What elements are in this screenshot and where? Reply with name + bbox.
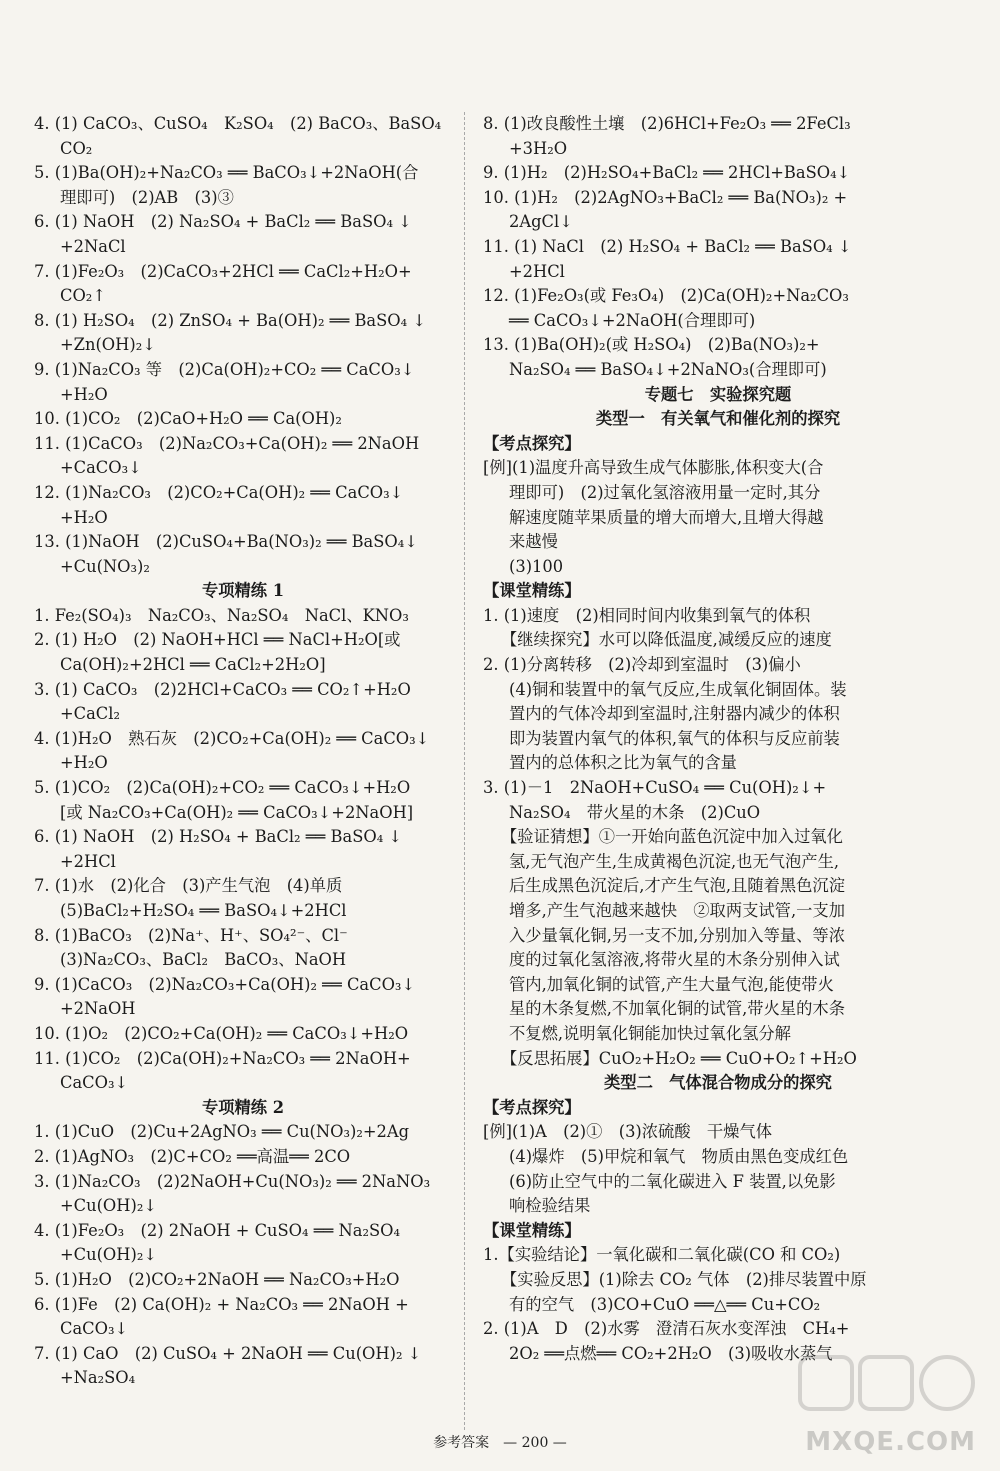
right-answer-line: 增多,产生气泡越来越快 ②取两支试管,一支加 (509, 901, 845, 920)
right-answer-line: 12. (1)Fe₂O₃(或 Fe₃O₄) (2)Ca(OH)₂+Na₂CO₃ (483, 286, 849, 306)
right-answer-line: 不复燃,说明氧化铜能加快过氧化氢分解 (509, 1023, 791, 1043)
left-answer-line: 10. (1)CO₂ (2)CaO+H₂O ══ Ca(OH)₂ (34, 409, 342, 429)
right-answer-line: 2. (1)A D (2)水雾 澄清石灰水变浑浊 CH₄+ (483, 1319, 850, 1339)
right-answer-line: 【课堂精练】 (483, 1220, 581, 1240)
left-answer-line: CaCO₃↓ (60, 1073, 129, 1093)
right-answer-line: ══ CaCO₃↓+2NaOH(合理即可) (509, 310, 756, 330)
right-answer-line: 度的过氧化氢溶液,将带火星的木条分别伸入试 (509, 950, 840, 970)
left-answer-line: 9. (1)Na₂CO₃ 等 (2)Ca(OH)₂+CO₂ ══ CaCO₃↓ (34, 359, 415, 379)
left-answer-line: +H₂O (60, 384, 108, 404)
right-column (483, 112, 953, 1366)
left-answer-line: +Cu(OH)₂↓ (60, 1196, 158, 1216)
left-answer-line: 4. (1)Fe₂O₃ (2) 2NaOH + CuSO₄ ══ Na₂SO₄ (34, 1220, 401, 1240)
right-answer-line: 后生成黑色沉淀后,才产生气泡,且随着黑色沉淀 (509, 876, 845, 896)
right-answer-line: (6)防止空气中的二氧化碳进入 F 装置,以免影 (509, 1171, 836, 1191)
left-answer-line: [或 Na₂CO₃+Ca(OH)₂ ══ CaCO₃↓+2NaOH] (60, 802, 414, 822)
right-answer-line: 入少量氧化铜,另一支不加,分别加入等量、等浓 (509, 925, 845, 945)
right-answer-line: [例](1)温度升高导致生成气体膨胀,体积变大(合 (483, 458, 824, 478)
left-column (34, 112, 452, 1391)
right-answer-line: 置内的气体冷却到室温时,注射器内减少的体积 (509, 704, 840, 724)
right-answer-line: 【反思拓展】CuO₂+H₂O₂ ══ CuO+O₂↑+H₂O (501, 1048, 857, 1068)
left-section-heading: 专项精练 2 (201, 1097, 285, 1117)
left-answer-line: 8. (1)BaCO₃ (2)Na⁺、H⁺、SO₄²⁻、Cl⁻ (34, 925, 348, 945)
right-answer-line: 星的木条复燃,不加氧化铜的试管,带火星的木条 (509, 999, 845, 1019)
right-answer-line: 2O₂ ══点燃══ CO₂+2H₂O (3)吸收水蒸气 (509, 1343, 833, 1363)
page-footer: 参考答案 — 200 — (433, 1435, 567, 1451)
left-answer-line: 7. (1)水 (2)化合 (3)产生气泡 (4)单质 (34, 876, 343, 896)
left-answer-line: 8. (1) H₂SO₄ (2) ZnSO₄ + Ba(OH)₂ ══ BaSO₄ ↓ (34, 310, 426, 330)
right-answer-line: +3H₂O (509, 138, 568, 158)
left-answer-line: 7. (1) CaO (2) CuSO₄ + 2NaOH ══ Cu(OH)₂ ↓ (34, 1343, 422, 1363)
left-answer-line: CaCO₃↓ (60, 1319, 129, 1339)
left-answer-line: 11. (1)CO₂ (2)Ca(OH)₂+Na₂CO₃ ══ 2NaOH+ (34, 1048, 411, 1068)
left-answer-line: 6. (1) NaOH (2) Na₂SO₄ + BaCl₂ ══ BaSO₄ ↓ (34, 212, 412, 232)
left-answer-line: 10. (1)O₂ (2)CO₂+Ca(OH)₂ ══ CaCO₃↓+H₂O (34, 1023, 409, 1043)
left-answer-line: Ca(OH)₂+2HCl ══ CaCl₂+2H₂O] (60, 655, 326, 675)
right-answer-line: 10. (1)H₂ (2)2AgNO₃+BaCl₂ ══ Ba(NO₃)₂ + (483, 187, 848, 207)
column-divider (464, 112, 465, 1430)
right-answer-line: (4)爆炸 (5)甲烷和氧气 物质由黑色变成红色 (509, 1146, 849, 1166)
left-answer-line: +Na₂SO₄ (60, 1368, 136, 1388)
right-answer-line: 氢,无气泡产生,生成黄褐色沉淀,也无气泡产生, (509, 851, 840, 871)
right-answer-line: Na₂SO₄ 带火星的木条 (2)CuO (509, 802, 761, 822)
left-answer-line: 3. (1)Na₂CO₃ (2)2NaOH+Cu(NO₃)₂ ══ 2NaNO₃ (34, 1171, 431, 1191)
right-answer-line: 理即可) (2)过氧化氢溶液用量一定时,其分 (509, 482, 821, 502)
left-answer-line: 4. (1)H₂O 熟石灰 (2)CO₂+Ca(OH)₂ ══ CaCO₃↓ (34, 728, 430, 748)
right-answer-line: 3. (1)－1 2NaOH+CuSO₄ ══ Cu(OH)₂↓+ (483, 778, 827, 798)
left-answer-line: 7. (1)Fe₂O₃ (2)CaCO₃+2HCl ══ CaCl₂+H₂O+ (34, 261, 412, 281)
left-answer-line: +Cu(NO₃)₂ (60, 556, 150, 576)
left-answer-line: (3)Na₂CO₃、BaCl₂ BaCO₃、NaOH (60, 950, 347, 970)
left-answer-line: 3. (1) CaCO₃ (2)2HCl+CaCO₃ ══ CO₂↑+H₂O (34, 679, 411, 699)
right-answer-line: 【课堂精练】 (483, 581, 581, 601)
left-answer-line: +Cu(OH)₂↓ (60, 1245, 158, 1265)
left-answer-line: 6. (1)Fe (2) Ca(OH)₂ + Na₂CO₃ ══ 2NaOH + (34, 1294, 409, 1314)
left-section-heading: 专项精练 1 (201, 581, 285, 601)
right-answer-line: 1. (1)速度 (2)相同时间内收集到氧气的体积 (483, 605, 811, 625)
right-answer-line: 即为装置内氧气的体积,氧气的体积与反应前装 (509, 728, 840, 748)
left-answer-line: 13. (1)NaOH (2)CuSO₄+Ba(NO₃)₂ ══ BaSO₄↓ (34, 532, 418, 552)
left-answer-line: +2NaOH (60, 999, 136, 1019)
right-answer-line: 13. (1)Ba(OH)₂(或 H₂SO₄) (2)Ba(NO₃)₂+ (483, 335, 820, 355)
left-answer-line: 5. (1)Ba(OH)₂+Na₂CO₃ ══ BaCO₃↓+2NaOH(合 (34, 163, 419, 183)
left-answer-line: 1. Fe₂(SO₄)₃ Na₂CO₃、Na₂SO₄ NaCl、KNO₃ (34, 605, 409, 625)
left-answer-line: +H₂O (60, 507, 108, 527)
left-answer-line: +H₂O (60, 753, 108, 773)
right-answer-line: 响检验结果 (509, 1196, 591, 1216)
right-answer-line: 1.【实验结论】一氧化碳和二氧化碳(CO 和 CO₂) (483, 1245, 841, 1265)
right-answer-line: 来越慢 (509, 532, 558, 552)
right-answer-line: [例](1)A (2)① (3)浓硫酸 干燥气体 (483, 1122, 773, 1142)
left-answer-line: +CaCl₂ (60, 704, 120, 724)
right-section-heading: 类型二 气体混合物成分的探究 (604, 1073, 832, 1093)
watermark-text: MXQE.COM (805, 1427, 976, 1457)
left-answer-line: 理即可) (2)AB (3)③ (60, 187, 234, 207)
right-answer-line: 11. (1) NaCl (2) H₂SO₄ + BaCl₂ ══ BaSO₄ ↓ (483, 236, 852, 256)
left-answer-line: 5. (1)H₂O (2)CO₂+2NaOH ══ Na₂CO₃+H₂O (34, 1269, 400, 1289)
left-answer-line: 6. (1) NaOH (2) H₂SO₄ + BaCl₂ ══ BaSO₄ ↓ (34, 827, 403, 847)
left-answer-line: 2. (1) H₂O (2) NaOH+HCl ══ NaCl+H₂O[或 (34, 630, 401, 650)
left-answer-line: 9. (1)CaCO₃ (2)Na₂CO₃+Ca(OH)₂ ══ CaCO₃↓ (34, 974, 416, 994)
right-section-heading: 类型一 有关氧气和催化剂的探究 (595, 409, 841, 429)
left-answer-line: 4. (1) CaCO₃、CuSO₄ K₂SO₄ (2) BaCO₃、BaSO₄ (34, 114, 442, 133)
right-section-heading: 专题七 实验探究题 (644, 384, 792, 404)
left-answer-line: CO₂↑ (60, 286, 106, 306)
right-answer-line: Na₂SO₄ ══ BaSO₄↓+2NaNO₃(合理即可) (509, 359, 827, 379)
right-answer-line: 【考点探究】 (483, 433, 581, 453)
right-answer-line: 9. (1)H₂ (2)H₂SO₄+BaCl₂ ══ 2HCl+BaSO₄↓ (483, 163, 851, 183)
right-answer-line: 有的空气 (3)CO+CuO ══△══ Cu+CO₂ (509, 1294, 821, 1314)
right-answer-line: +2HCl (509, 261, 565, 281)
right-answer-line: 管内,加氧化铜的试管,产生大量气泡,能使带火 (509, 974, 834, 994)
right-answer-line: 2. (1)分离转移 (2)冷却到室温时 (3)偏小 (483, 655, 801, 675)
left-answer-line: 12. (1)Na₂CO₃ (2)CO₂+Ca(OH)₂ ══ CaCO₃↓ (34, 482, 404, 502)
left-answer-line: +2HCl (60, 851, 116, 871)
left-answer-line: 1. (1)CuO (2)Cu+2AgNO₃ ══ Cu(NO₃)₂+2Ag (34, 1122, 410, 1142)
right-answer-line: 【验证猜想】①一开始向蓝色沉淀中加入过氧化 (501, 827, 843, 847)
right-answer-line: (3)100 (509, 556, 564, 576)
right-answer-line: (4)铜和装置中的氧气反应,生成氧化铜固体。装 (509, 679, 847, 699)
left-answer-line: +Zn(OH)₂↓ (60, 335, 156, 355)
left-answer-line: +CaCO₃↓ (60, 458, 142, 478)
right-answer-line: 解速度随苹果质量的增大而增大,且增大得越 (509, 507, 824, 527)
right-answer-line: 【考点探究】 (483, 1097, 581, 1117)
left-answer-line: +2NaCl (60, 236, 126, 256)
right-answer-line: 【实验反思】(1)除去 CO₂ 气体 (2)排尽装置中原 (501, 1269, 867, 1289)
right-answer-line: 2AgCl↓ (509, 212, 573, 232)
left-answer-line: (5)BaCl₂+H₂SO₄ ══ BaSO₄↓+2HCl (60, 901, 347, 920)
right-answer-line: 【继续探究】水可以降低温度,减缓反应的速度 (501, 630, 832, 650)
right-answer-line: 置内的总体积之比为氧气的含量 (509, 753, 737, 773)
left-answer-line: CO₂ (60, 138, 93, 158)
right-answer-line: 8. (1)改良酸性土壤 (2)6HCl+Fe₂O₃ ══ 2FeCl₃ (483, 114, 851, 133)
left-answer-line: 11. (1)CaCO₃ (2)Na₂CO₃+Ca(OH)₂ ══ 2NaOH (34, 433, 420, 453)
left-answer-line: 5. (1)CO₂ (2)Ca(OH)₂+CO₂ ══ CaCO₃↓+H₂O (34, 778, 411, 798)
left-answer-line: 2. (1)AgNO₃ (2)C+CO₂ ══高温══ 2CO (34, 1146, 351, 1166)
